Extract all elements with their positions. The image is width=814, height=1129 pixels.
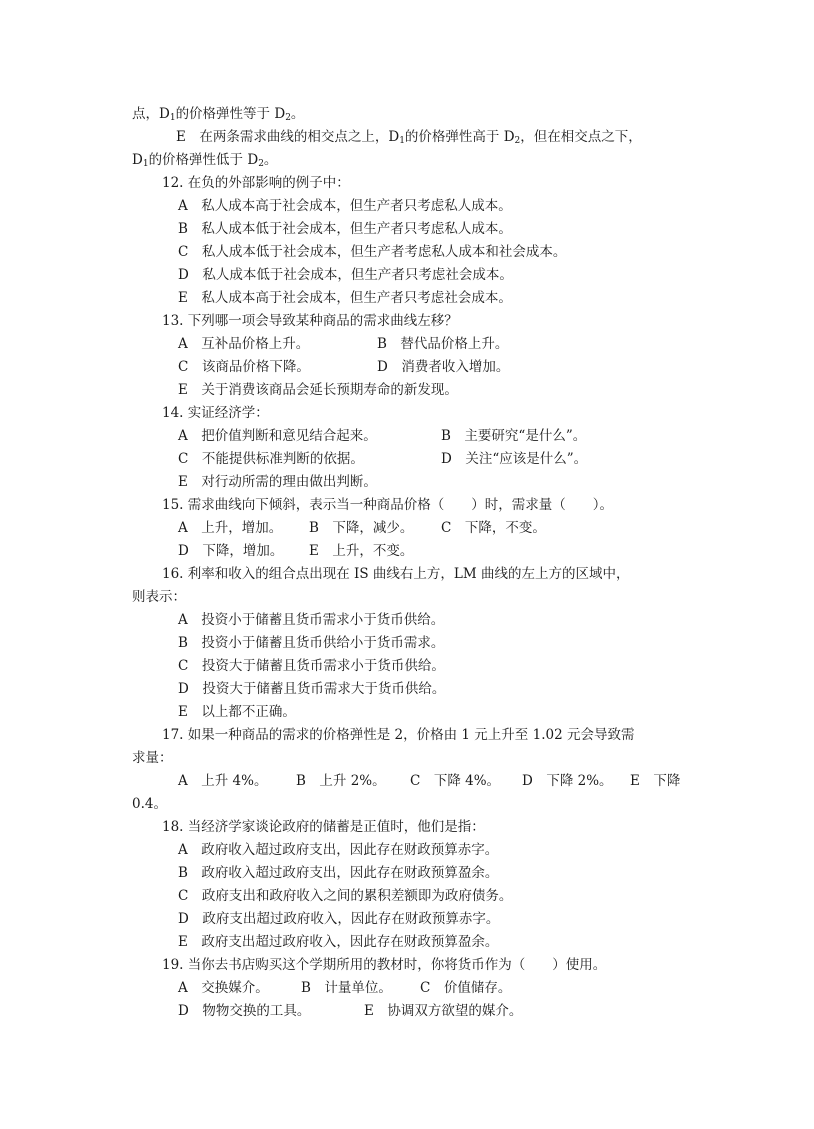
text-run: E 在两条需求曲线的相交点之上，D	[176, 129, 400, 145]
option-12-c: C 私人成本低于社会成本，但生产者考虑私人成本和社会成本。	[178, 244, 567, 260]
option-17-c: C 下降 4%。	[410, 773, 501, 789]
option-19-a: A 交换媒介。	[178, 980, 269, 996]
option-12-d: D 私人成本低于社会成本，但生产者只考虑社会成本。	[178, 267, 513, 283]
option-18-b: B 政府收入超过政府支出，因此存在财政预算盈余。	[178, 865, 499, 881]
subscript: 2	[514, 136, 521, 146]
text-run: 。	[290, 106, 305, 122]
option-18-e: E 政府支出超过政府收入，因此存在财政预算盈余。	[178, 934, 499, 950]
subscript: 1	[399, 136, 405, 146]
option-16-d: D 投资大于储蓄且货币需求大于货币供给。	[178, 681, 446, 697]
option-18-d: D 政府支出超过政府收入，因此存在财政预算赤字。	[178, 911, 500, 927]
option-16-c: C 投资大于储蓄且货币需求小于货币供给。	[178, 658, 445, 674]
option-17-e-continued: 0.4。	[132, 796, 167, 812]
option-16-e: E 以上都不正确。	[178, 704, 296, 720]
question-18: 18. 当经济学家谈论政府的储蓄是正值时，他们是指：	[162, 819, 485, 835]
option-12-a: A 私人成本高于社会成本，但生产者只考虑私人成本。	[178, 198, 512, 214]
option-15-c: C 下降，不变。	[441, 520, 546, 536]
question-19: 19. 当你去书店购买这个学期所用的教材时，你将货币作为（ ）使用。	[162, 957, 607, 973]
text-run: 的价格弹性高于 D	[404, 129, 515, 145]
option-14-b: B 主要研究“是什么”。	[441, 428, 587, 444]
option-17-b: B 上升 2%。	[296, 773, 386, 789]
option-19-b: B 计量单位。	[301, 980, 392, 996]
option-13-c: C 该商品价格下降。	[178, 359, 310, 375]
text-run: 点，D	[132, 106, 170, 122]
option-18-c: C 政府支出和政府收入之间的累积差额即为政府债务。	[178, 888, 513, 904]
option-15-e: E 上升，不变。	[309, 543, 414, 559]
option-19-e: E 协调双方欲望的媒介。	[364, 1003, 523, 1019]
text-run: 。	[263, 152, 278, 168]
option-18-a: A 政府收入超过政府支出，因此存在财政预算赤字。	[178, 842, 499, 858]
question-16-continued: 则表示：	[132, 589, 186, 605]
option-13-a: A 互补品价格上升。	[178, 336, 310, 352]
question-13: 13. 下列哪一项会导致某种商品的需求曲线左移？	[162, 313, 458, 329]
option-15-d: D 下降，增加。	[178, 543, 284, 559]
question-15: 15. 需求曲线向下倾斜，表示当一种商品价格（ ）时，需求量（ ）。	[162, 497, 614, 513]
option-17-d: D 下降 2%。	[522, 773, 613, 789]
option-15-a: A 上升，增加。	[178, 520, 283, 536]
option-17-e: E 下降	[630, 773, 681, 789]
option-14-c: C 不能提供标准判断的依据。	[178, 451, 364, 467]
text-line	[132, 151, 277, 169]
option-16-a: A 投资小于储蓄且货币需求小于货币供给。	[178, 612, 445, 628]
subscript: 1	[169, 113, 176, 123]
option-14-a: A 把价值判断和意见结合起来。	[178, 428, 377, 444]
text-run: 的价格弹性低于 D	[148, 152, 259, 168]
option-16-b: B 投资小于储蓄且货币供给小于货币需求。	[178, 635, 445, 651]
option-13-e: E 关于消费该商品会延长预期寿命的新发现。	[178, 382, 458, 398]
option-15-b: B 下降，减少。	[309, 520, 414, 536]
option-13-b: B 替代品价格上升。	[377, 336, 509, 352]
option-14-d: D 关注“应该是什么”。	[441, 451, 588, 467]
question-17: 17. 如果一种商品的需求的价格弹性是 2，价格由 1 元上升至 1.02 元会导致需	[162, 727, 635, 743]
subscript: 2	[258, 159, 264, 169]
text-line	[176, 128, 642, 146]
question-14: 14. 实证经济学：	[162, 405, 269, 421]
text-run: D	[132, 152, 143, 168]
question-16: 16. 利率和收入的组合点出现在 IS 曲线右上方，LM 曲线的左上方的区域中，	[162, 566, 630, 582]
text-run: 的价格弹性等于 D	[175, 106, 286, 122]
option-17-a: A 上升 4%。	[178, 773, 268, 789]
text-run: ，但在相交点之下，	[520, 129, 642, 145]
option-13-d: D 消费者收入增加。	[377, 359, 510, 375]
subscript: 1	[142, 159, 149, 169]
option-12-e: E 私人成本高于社会成本，但生产者只考虑社会成本。	[178, 290, 512, 306]
option-19-d: D 物物交换的工具。	[178, 1003, 311, 1019]
option-19-c: C 价值储存。	[420, 980, 512, 996]
question-12: 12. 在负的外部影响的例子中：	[162, 175, 350, 191]
option-14-e: E 对行动所需的理由做出判断。	[178, 474, 377, 490]
question-17-continued: 求量：	[132, 750, 173, 766]
subscript: 2	[285, 113, 291, 123]
option-12-b: B 私人成本低于社会成本，但生产者只考虑私人成本。	[178, 221, 512, 237]
text-line	[132, 105, 304, 123]
